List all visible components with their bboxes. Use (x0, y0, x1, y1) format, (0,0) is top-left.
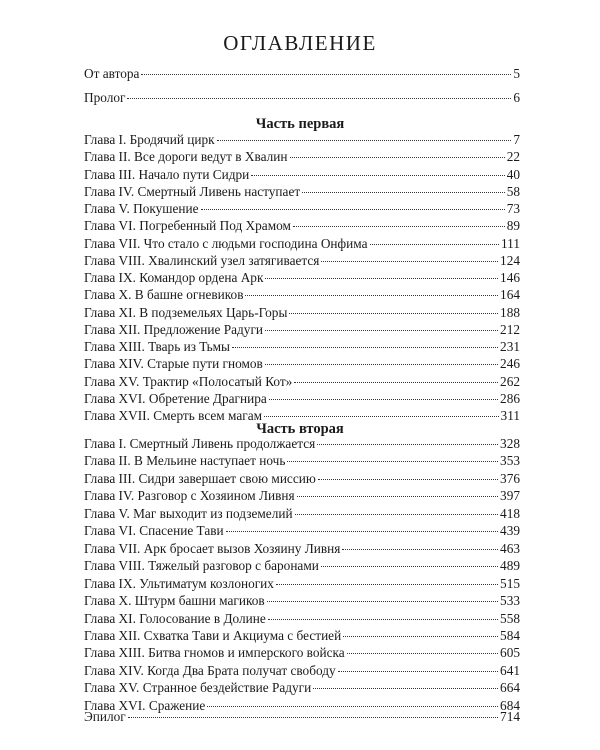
part-one-heading: Часть первая (255, 116, 345, 132)
entry-label: Глава XI. Голосование в Долине (84, 610, 266, 626)
entry-page: 558 (500, 610, 520, 626)
entry-page: 376 (500, 470, 520, 486)
entry-label: Глава VIII. Тяжелый разговор с баронами (84, 558, 319, 574)
entry-page: 146 (500, 270, 520, 285)
dot-leader (245, 294, 498, 296)
entry-page: 231 (500, 339, 520, 354)
dot-leader (313, 687, 498, 689)
entry-page: 212 (500, 321, 520, 337)
dot-leader (232, 346, 498, 348)
toc-entry (84, 252, 520, 269)
entry-page: 684 (500, 697, 520, 713)
entry-page: 286 (500, 390, 520, 406)
dot-leader (265, 363, 498, 365)
entry-label: Глава I. Смертный Ливень продолжается (84, 436, 316, 451)
entry-label: Глава I. Бродячий цирк (84, 132, 215, 147)
dot-leader (290, 156, 505, 158)
toc-entry (84, 487, 520, 504)
toc-entry (84, 627, 520, 644)
dot-leader (289, 312, 498, 314)
dot-leader (297, 495, 498, 497)
dot-leader (343, 635, 498, 637)
entry-page: 533 (500, 593, 520, 609)
dot-leader (268, 618, 498, 620)
dot-leader (342, 548, 498, 550)
entry-label: Глава IX. Командор ордена Арк (84, 270, 264, 285)
entry-page: 5 (513, 66, 520, 81)
entry-page: 262 (500, 373, 520, 389)
entry-label: От автора (84, 66, 140, 81)
entry-page: 246 (500, 356, 520, 372)
entry-label: Глава III. Сидри завершает свою миссию (84, 470, 316, 486)
toc-entry (84, 304, 520, 321)
entry-label: Эпилог (84, 709, 126, 724)
toc-entry (84, 644, 520, 661)
entry-page: 515 (500, 575, 520, 591)
entry-label: Глава XVII. Смерть всем магам (84, 408, 263, 423)
part-two-heading: Часть вторая (256, 421, 344, 437)
entry-label: Глава II. В Мельине наступает ночь (84, 453, 286, 469)
entry-page: 40 (506, 166, 520, 182)
entry-label: Глава III. Начало пути Сидри (84, 166, 250, 182)
entry-label: Глава V. Покушение (84, 201, 199, 216)
dot-leader (141, 73, 511, 75)
dot-leader (321, 565, 498, 567)
toc-entry (84, 183, 520, 200)
entry-label: Глава XI. В подземельях Царь-Горы (84, 304, 288, 320)
entry-label: Глава IV. Разговор с Хозяином Ливня (84, 488, 295, 504)
entry-page: 6 (513, 90, 520, 105)
entry-page: 418 (500, 505, 520, 521)
entry-label: Глава VII. Что стало с людьми господина Онфима (84, 235, 368, 251)
entry-page: 463 (500, 540, 520, 556)
entry-page: 111 (501, 235, 520, 251)
entry-page: 73 (506, 201, 520, 216)
entry-page: 641 (500, 662, 520, 678)
toc-entry (84, 679, 520, 696)
dot-leader (321, 260, 498, 262)
toc-entry (84, 200, 520, 217)
dot-leader (294, 381, 498, 383)
entry-label: Глава VI. Погребенный Под Храмом (84, 218, 291, 234)
entry-label: Глава X. Штурм башни магиков (84, 593, 265, 609)
toc-entry (84, 540, 520, 557)
toc-entry (84, 338, 520, 355)
entry-label: Глава VII. Арк бросает вызов Хозяину Ливня (84, 540, 341, 556)
entry-page: 489 (500, 558, 520, 574)
entry-page: 328 (500, 436, 520, 451)
entry-label: Глава IX. Ультиматум козлоногих (84, 575, 274, 591)
dot-leader (267, 600, 498, 602)
entry-page: 439 (500, 523, 520, 539)
entry-label: Глава VI. Спасение Тави (84, 523, 224, 539)
entry-label: Глава VIII. Хвалинский узел затягивается (84, 252, 320, 268)
entry-page: 353 (500, 453, 520, 469)
dot-leader (276, 583, 498, 585)
dot-leader (251, 174, 504, 176)
dot-leader (347, 652, 498, 654)
dot-leader (295, 513, 498, 515)
toc-entry (84, 235, 520, 252)
toc-entry (84, 522, 520, 539)
entry-label: Глава X. В башне огневиков (84, 287, 244, 303)
entry-label: Глава XIV. Когда Два Брата получат свободу (84, 662, 336, 678)
dot-leader (226, 530, 498, 532)
toc-entry (84, 166, 520, 183)
toc-entry (84, 131, 520, 148)
toc-entry (84, 505, 520, 522)
dot-leader (293, 225, 505, 227)
entry-label: Глава XVI. Сражение (84, 697, 206, 713)
toc-entry (84, 269, 520, 286)
entry-label: Глава XIV. Старые пути гномов (84, 356, 263, 372)
toc-entry (84, 321, 520, 338)
toc-entry (84, 557, 520, 574)
dot-leader (264, 415, 499, 417)
page-title: ОГЛАВЛЕНИЕ (223, 31, 377, 55)
dot-leader (269, 398, 498, 400)
entry-page: 714 (500, 709, 520, 724)
dot-leader (201, 208, 505, 210)
entry-label: Глава XII. Схватка Тави и Акциума с бестией (84, 627, 342, 643)
toc-entry (84, 390, 520, 407)
dot-leader (287, 460, 498, 462)
entry-page: 124 (500, 252, 520, 268)
toc-entry (84, 575, 520, 592)
dot-leader (302, 191, 505, 193)
toc-entry-author-note (84, 65, 520, 82)
entry-page: 664 (500, 680, 520, 696)
entry-page: 22 (506, 149, 520, 165)
dot-leader (317, 443, 498, 445)
entry-label: Глава XIII. Битва гномов и имперского войска (84, 645, 345, 661)
entry-label: Глава II. Все дороги ведут в Хвалин (84, 149, 288, 165)
toc-entry (84, 148, 520, 165)
toc-entry-epilogue (84, 708, 520, 725)
entry-label: Глава V. Маг выходит из подземелий (84, 505, 293, 521)
entry-label: Глава XVI. Обретение Драгнира (84, 390, 267, 406)
toc-entry (84, 286, 520, 303)
toc-entry (84, 217, 520, 234)
toc-entry (84, 610, 520, 627)
toc-entry (84, 592, 520, 609)
toc-entry (84, 452, 520, 469)
entry-page: 605 (500, 645, 520, 661)
entry-page: 58 (506, 183, 520, 199)
dot-leader (318, 478, 498, 480)
dot-leader (207, 705, 498, 707)
entry-page: 311 (500, 408, 520, 423)
dot-leader (265, 329, 498, 331)
dot-leader (217, 139, 512, 141)
entry-page: 7 (513, 132, 520, 147)
dot-leader (265, 277, 498, 279)
toc-entry-prologue (84, 89, 520, 106)
entry-label: Глава XII. Предложение Радуги (84, 321, 264, 337)
entry-page: 164 (500, 287, 520, 303)
toc-entry (84, 470, 520, 487)
entry-label: Пролог (84, 90, 126, 105)
entry-page: 188 (500, 304, 520, 320)
dot-leader (338, 670, 498, 672)
entry-page: 89 (506, 218, 520, 234)
dot-leader (370, 243, 500, 245)
toc-entry (84, 662, 520, 679)
toc-entry (84, 355, 520, 372)
toc-entry (84, 435, 520, 452)
entry-page: 584 (500, 627, 520, 643)
entry-page: 397 (500, 488, 520, 504)
dot-leader (128, 716, 498, 718)
entry-label: Глава XV. Странное бездействие Радуги (84, 680, 312, 696)
dot-leader (127, 97, 511, 99)
entry-label: Глава XIII. Тварь из Тьмы (84, 339, 230, 354)
entry-label: Глава IV. Смертный Ливень наступает (84, 183, 301, 199)
toc-entry (84, 373, 520, 390)
entry-label: Глава XV. Трактир «Полосатый Кот» (84, 373, 293, 389)
